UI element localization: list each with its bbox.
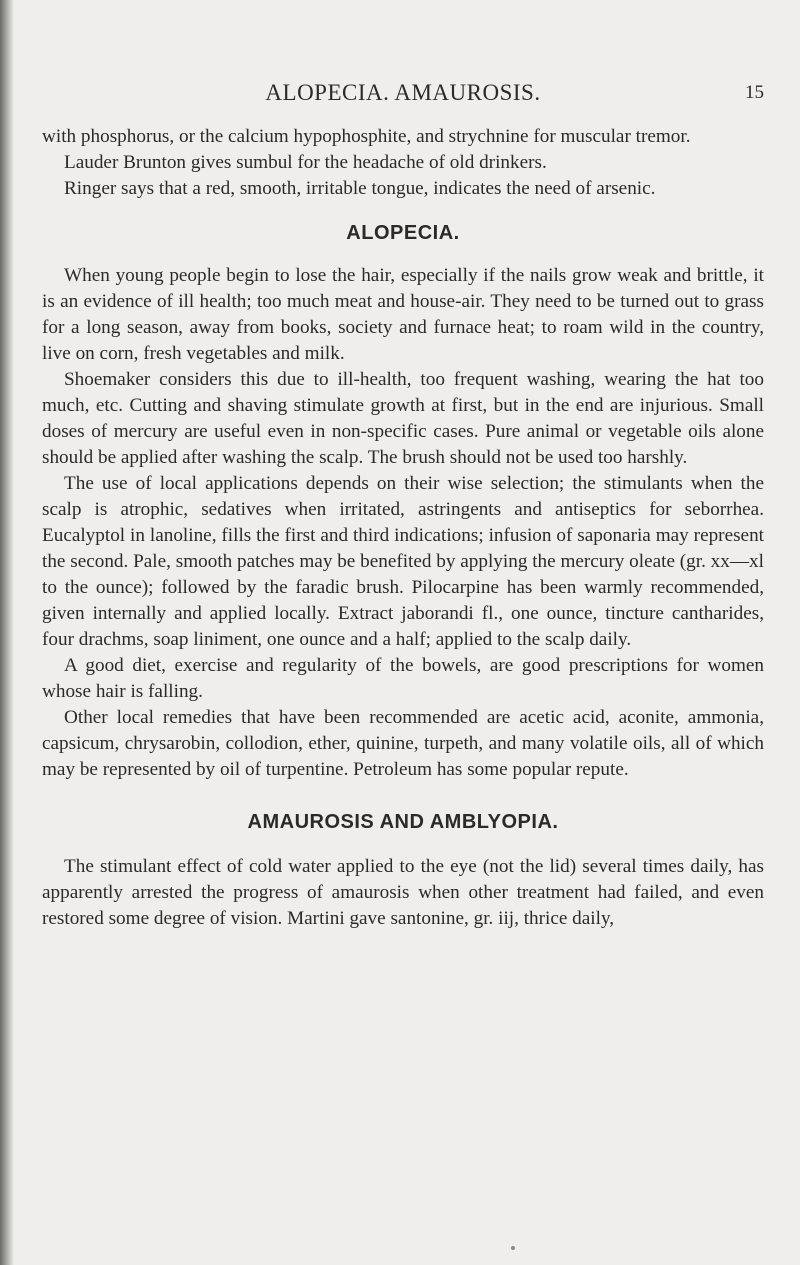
- paper-speck: [511, 1246, 515, 1250]
- running-title: ALOPECIA. AMAUROSIS.: [265, 80, 541, 105]
- book-page: [42, 80, 764, 932]
- section-heading-alopecia: ALOPECIA.: [346, 222, 460, 244]
- intro-paragraph-3: Ringer says that a red, smooth, irritable tongue, indicates the need of arsenic.: [64, 178, 656, 199]
- book-binding-shadow: [0, 0, 14, 1265]
- amaurosis-paragraph-1: The stimulant effect of cold water applied to the eye (not the lid) several times daily, has apparently arrested the progress of amaurosis when other treatment had failed, and even restored some degree of vision. Martini gave santonine, gr. iij, thrice daily,: [42, 856, 764, 929]
- alopecia-paragraph-2: Shoemaker considers this due to ill-health, too frequent washing, wearing the hat too much, etc. Cutting and shaving stimulate growth at first, but in the end are injurious. Small doses of mercury are useful even in non-specific cases. Pure animal or vegetable oils alone should be applied after washing the scalp. The brush should not be used too harshly.: [42, 369, 764, 468]
- alopecia-paragraph-1: When young people begin to lose the hair, especially if the nails grow weak and brittle, it is an evidence of ill health; too much meat and house-air. They need to be turned out to grass for a long season, away from books, society and furnace heat; to roam wild in the country, live on corn, fresh vegetables and milk.: [42, 265, 764, 364]
- page-number: 15: [745, 82, 764, 103]
- alopecia-paragraph-3: The use of local applications depends on their wise selection; the stimulants when the scalp is atrophic, sedatives when irritated, astringents and antiseptics for seborrhea. Eucalyptol in lanoline, fills the first and third indications; infusion of saponaria may represent the second. Pale, smooth patches may be benefited by applying the mercury oleate (gr. xx—xl to the ounce); followed by the faradic brush. Pilocarpine has been warmly recommended, given internally and applied locally. Extract jaborandi fl., one ounce, tincture cantharides, four drachms, soap liniment, one ounce and a half; applied to the scalp daily.: [42, 473, 764, 650]
- running-header: [42, 80, 764, 110]
- alopecia-paragraph-4: A good diet, exercise and regularity of the bowels, are good prescriptions for women whose hair is falling.: [42, 655, 764, 702]
- intro-paragraph-1: with phosphorus, or the calcium hypophosphite, and strychnine for muscular tremor.: [42, 126, 691, 147]
- section-heading-amaurosis: AMAUROSIS AND AMBLYOPIA.: [247, 811, 559, 833]
- intro-paragraph-2: Lauder Brunton gives sumbul for the headache of old drinkers.: [64, 152, 547, 173]
- alopecia-paragraph-5: Other local remedies that have been recommended are acetic acid, aconite, ammonia, capsicum, chrysarobin, collodion, ether, quinine, turpeth, and many volatile oils, all of which may be represented by oil of turpentine. Petroleum has some popular repute.: [42, 707, 764, 780]
